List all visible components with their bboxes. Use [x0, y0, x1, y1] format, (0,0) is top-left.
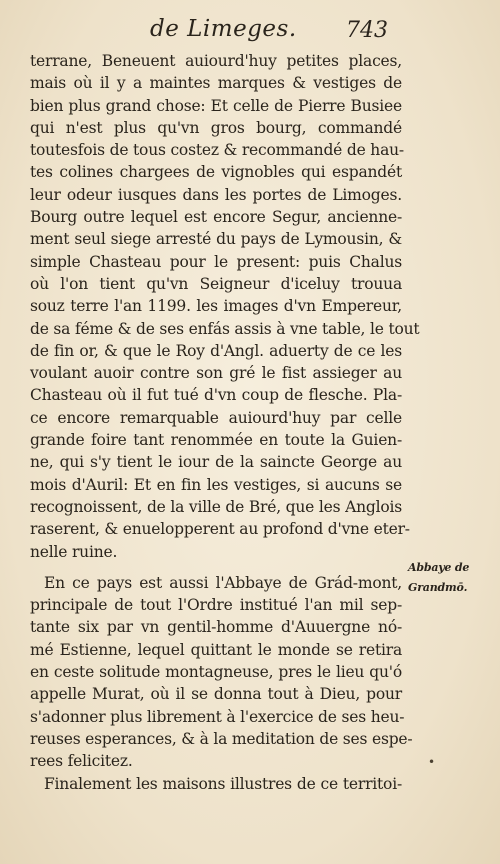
- paragraph-3: [30, 773, 402, 795]
- text-line: Finalement les maisons illustres de ce territoi-: [44, 774, 402, 793]
- text-line: en ceste solitude montagneuse, pres le lieu qu'ó: [30, 663, 402, 682]
- text-line: terrane, Beneuent auiourd'huy petites places,: [30, 52, 402, 70]
- text-line: appelle Murat, où il se donna tout à Dieu, pour: [30, 685, 402, 704]
- text-line: de sa féme & de ses enfás assis à vne table, le tout: [30, 319, 420, 338]
- text-line: ne, qui s'y tient le iour de la saincte George au: [30, 453, 402, 472]
- margin-note-line: Abbaye de: [408, 561, 470, 574]
- text-line: En ce pays est aussi l'Abbaye de Grád-mont,: [44, 573, 402, 592]
- text-line: mé Estienne, lequel quittant le monde se retira: [30, 640, 402, 659]
- text-line: rees felicitez.: [30, 752, 133, 771]
- text-line: où l'on tient qu'vn Seigneur d'iceluy trouua: [30, 274, 402, 293]
- text-line: tes colines chargees de vignobles qui espandét: [30, 163, 402, 182]
- text-line: Bourg outre lequel est encore Segur, ancienne-: [30, 208, 402, 227]
- paragraph-1: [30, 50, 420, 563]
- page-header: [0, 12, 500, 48]
- margin-note-line: Grandmō.: [408, 581, 468, 594]
- text-line: toutesfois de tous costez & recommandé de hau-: [30, 141, 404, 160]
- text-line: mais où il y a maintes marques & vestiges de: [30, 74, 402, 93]
- text-line: leur odeur iusques dans les portes de Limoges.: [30, 185, 402, 204]
- body-text: [30, 50, 420, 795]
- text-line: nelle ruine.: [30, 542, 118, 561]
- text-line: qui n'est plus qu'vn gros bourg, commandé: [30, 118, 402, 137]
- text-line: bien plus grand chose: Et celle de Pierre Busiee: [30, 96, 402, 115]
- text-line: simple Chasteau pour le present: puis Chalus: [30, 252, 402, 271]
- text-line: ment seul siege arresté du pays de Lymousin, &: [30, 230, 402, 249]
- text-line: mois d'Auril: Et en fin les vestiges, si aucuns se: [30, 475, 402, 494]
- text-line: raserent, & enuelopperent au profond d'vne eter-: [30, 520, 410, 539]
- running-title: de Limeges.: [150, 16, 297, 42]
- paragraph-2: [30, 572, 413, 773]
- text-line: reuses esperances, & à la meditation de ses espe-: [30, 729, 413, 748]
- text-line: s'adonner plus librement à l'exercice de ses heu-: [30, 707, 405, 726]
- margin-note: [408, 558, 498, 598]
- page-number: 743: [346, 18, 388, 43]
- text-line: grande foire tant renommée en toute la Guien-: [30, 431, 402, 450]
- text-line: Chasteau où il fut tué d'vn coup de flesche. Pla-: [30, 386, 402, 405]
- text-line: principale de tout l'Ordre institué l'an mil sep-: [30, 596, 402, 615]
- text-line: tante six par vn gentil-homme d'Auuergne nó-: [30, 618, 402, 637]
- text-line: voulant auoir contre son gré le fist assieger au: [30, 364, 402, 383]
- text-line: souz terre l'an 1199. les images d'vn Empereur,: [30, 297, 402, 316]
- text-line: de fin or, & que le Roy d'Angl. aduerty de ce les: [30, 341, 402, 360]
- text-line: recognoissent, de la ville de Bré, que les Anglois: [30, 497, 402, 516]
- ink-mark-icon: •: [428, 755, 436, 769]
- text-line: ce encore remarquable auiourd'huy par celle: [30, 408, 402, 427]
